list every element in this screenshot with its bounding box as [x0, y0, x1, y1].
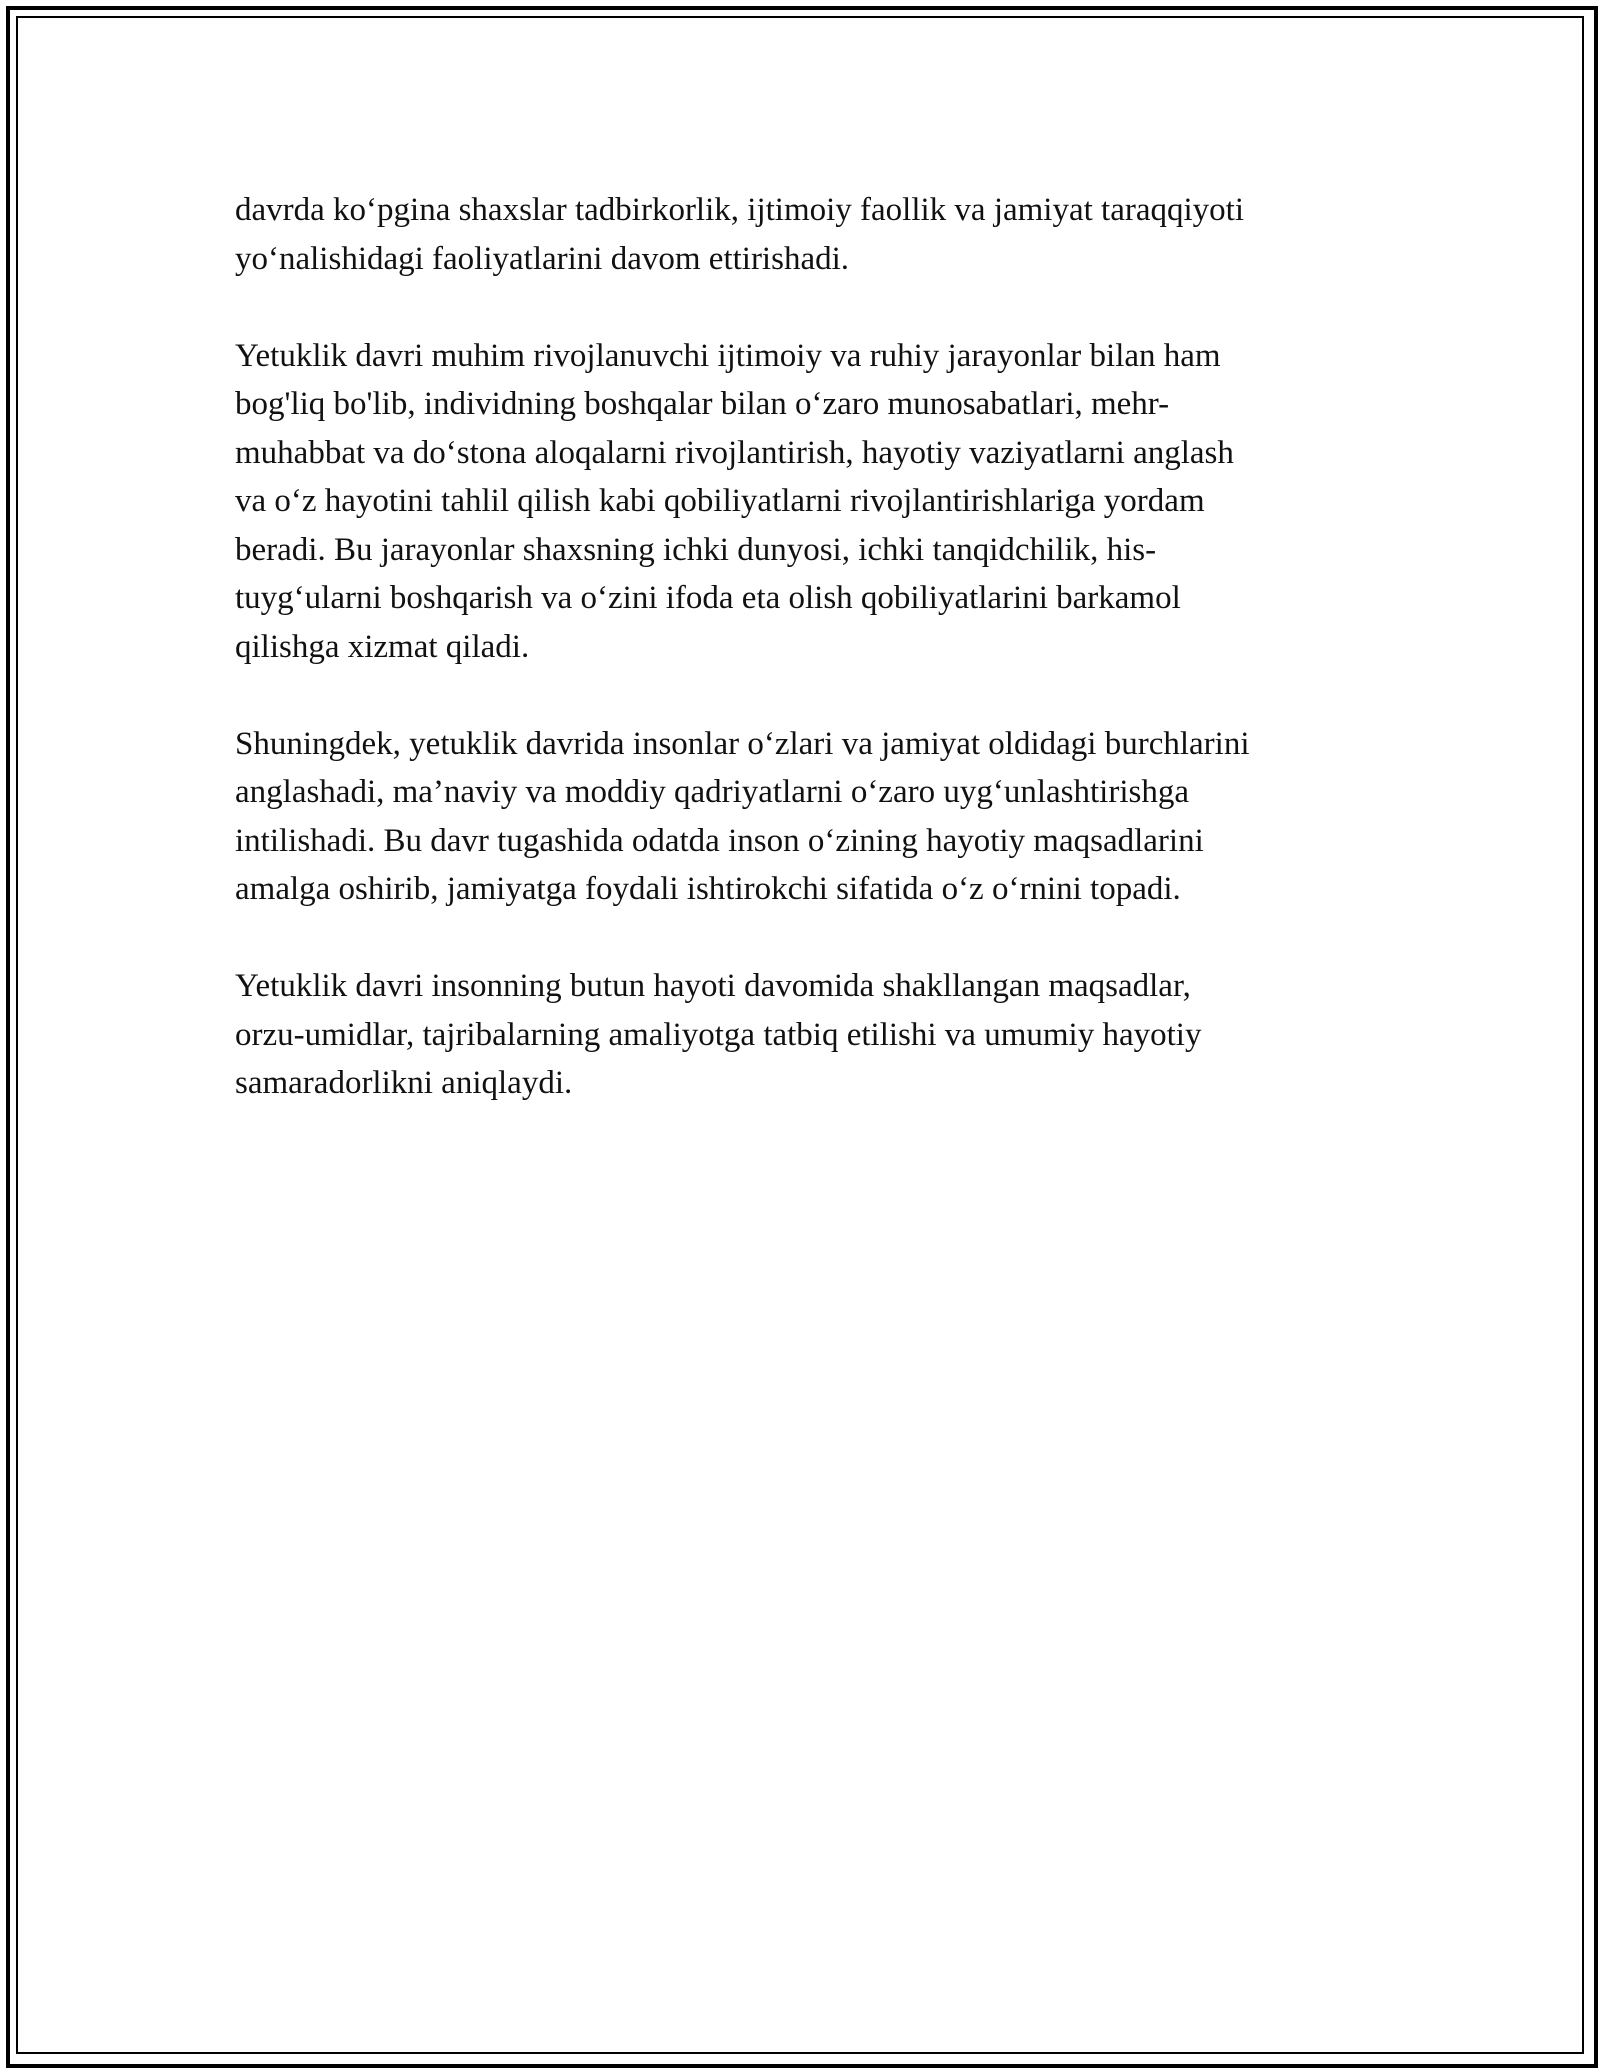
text-line: qilishga xizmat qiladi.: [235, 628, 530, 665]
text-line: samaradorlikni aniqlaydi.: [235, 1065, 573, 1101]
text-line: beradi. Bu jarayonlar shaxsning ichki dunyosi, ichki tanqidchilik, his-: [235, 531, 1157, 568]
text-line: va o‘z hayotini tahlil qilish kabi qobiliyatlarni rivojlantirishlariga yordam: [235, 483, 1205, 519]
text-line: yo‘nalishidagi faoliyatlarini davom ettirishadi.: [235, 240, 850, 277]
text-line: Yetuklik davri insonning butun hayoti davomida shakllangan maqsadlar,: [235, 968, 1191, 1004]
paragraph: [235, 720, 1375, 914]
text-line: amalga oshirib, jamiyatga foydali ishtirokchi sifatida o‘z o‘rnini topadi.: [235, 871, 1181, 907]
text-line: Yetuklik davri muhim rivojlanuvchi ijtimoiy va ruhiy jarayonlar bilan ham: [235, 337, 1221, 374]
text-line: orzu-umidlar, tajribalarning amaliyotga tatbiq etilishi va umumiy hayotiy: [235, 1016, 1202, 1053]
text-line: intilishadi. Bu davr tugashida odatda inson o‘zining hayotiy maqsadlarini: [235, 822, 1204, 859]
document-body: [235, 186, 1375, 1108]
paragraph: [235, 962, 1375, 1108]
paragraph: [235, 332, 1375, 672]
text-line: bog'liq bo'lib, individning boshqalar bilan o‘zaro munosabatlari, mehr-: [235, 386, 1170, 422]
text-line: tuyg‘ularni boshqarish va o‘zini ifoda eta olish qobiliyatlarini barkamol: [235, 580, 1181, 616]
text-line: anglashadi, ma’naviy va moddiy qadriyatlarni o‘zaro uyg‘unlashtirishga: [235, 774, 1189, 810]
paragraph: [235, 186, 1375, 283]
text-line: davrda ko‘pgina shaxslar tadbirkorlik, ijtimoiy faollik va jamiyat taraqqiyoti: [235, 192, 1244, 228]
text-line: muhabbat va do‘stona aloqalarni rivojlantirish, hayotiy vaziyatlarni anglash: [235, 434, 1234, 471]
text-line: Shuningdek, yetuklik davrida insonlar o‘zlari va jamiyat oldidagi burchlarini: [235, 725, 1250, 762]
